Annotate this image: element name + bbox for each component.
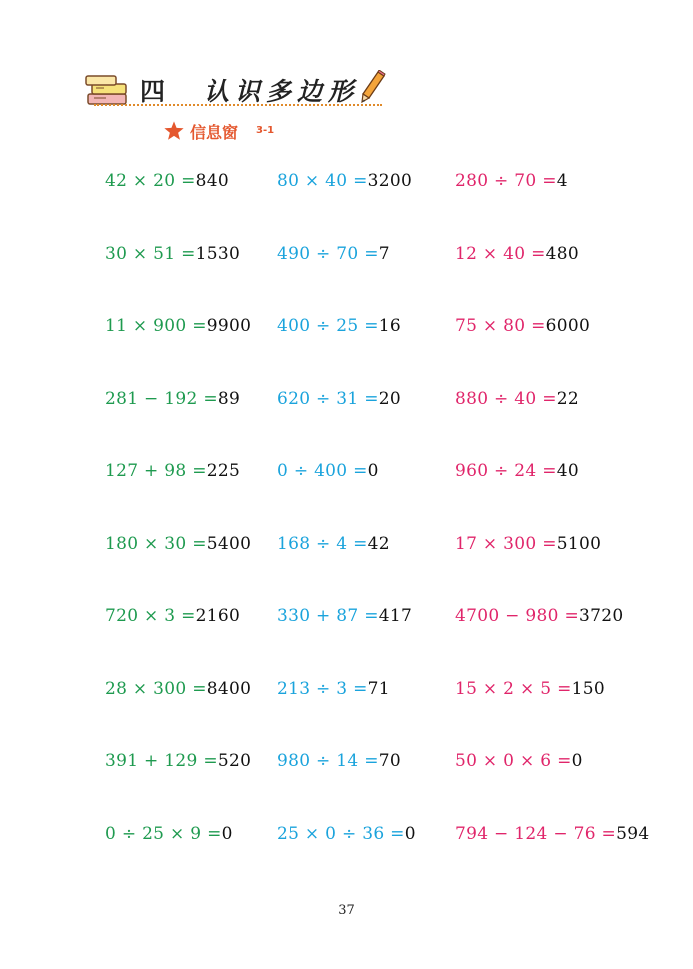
problem-expression: 794 − 124 − 76 = [455, 823, 617, 844]
math-problem [455, 244, 579, 264]
math-problem [277, 461, 379, 481]
star-icon [163, 120, 185, 142]
math-problem [105, 316, 251, 336]
problem-expression: 15 × 2 × 5 = [455, 678, 572, 699]
problem-row [0, 316, 693, 346]
chapter-header [0, 0, 693, 160]
math-problem [455, 171, 568, 191]
math-problem [105, 461, 240, 481]
problem-expression: 180 × 30 = [105, 533, 207, 554]
math-problem [277, 824, 416, 844]
problem-answer: 3720 [579, 606, 624, 626]
problem-expression: 213 ÷ 3 = [277, 678, 368, 699]
problem-expression: 280 ÷ 70 = [455, 171, 557, 191]
math-problem [455, 606, 623, 626]
problem-row [0, 461, 693, 491]
pencil-icon [360, 70, 386, 104]
math-problem [277, 244, 390, 264]
problem-answer: 5100 [556, 533, 602, 554]
math-problem [277, 316, 401, 336]
info-window-code: 3-1 [256, 125, 275, 136]
problem-answer: 150 [571, 678, 605, 699]
math-problem [105, 751, 251, 771]
problem-row [0, 751, 693, 781]
problem-row [0, 679, 693, 709]
problem-expression: 127 + 98 = [105, 461, 207, 481]
books-icon [84, 74, 130, 108]
problem-expression: 391 + 129 = [105, 751, 218, 771]
problem-expression: 960 ÷ 24 = [455, 461, 557, 481]
math-problem [455, 534, 601, 554]
problem-expression: 281 − 192 = [105, 388, 218, 409]
problem-answer: 20 [378, 388, 402, 409]
problem-answer: 9900 [206, 316, 252, 336]
math-problem [277, 389, 401, 409]
problem-answer: 3200 [367, 171, 413, 191]
problem-expression: 50 × 0 × 6 = [455, 751, 572, 771]
problem-row [0, 244, 693, 274]
math-problem [455, 316, 590, 336]
problem-expression: 75 × 80 = [455, 316, 546, 336]
math-problem [105, 824, 233, 844]
problem-expression: 0 ÷ 25 × 9 = [105, 823, 222, 844]
problem-expression: 980 ÷ 14 = [277, 751, 379, 771]
problem-answer: 6000 [545, 316, 591, 336]
problem-expression: 490 ÷ 70 = [277, 243, 379, 264]
problem-answer: 8400 [206, 678, 252, 699]
problem-answer: 16 [378, 316, 402, 336]
problem-answer: 40 [556, 461, 580, 481]
problem-answer: 417 [378, 606, 413, 626]
problem-expression: 28 × 300 = [105, 678, 207, 699]
problem-row [0, 606, 693, 636]
problem-expression: 12 × 40 = [455, 243, 546, 264]
problem-answer: 4 [556, 171, 568, 191]
problem-answer: 0 [221, 823, 233, 844]
math-problem [277, 751, 401, 771]
problem-row [0, 389, 693, 419]
math-problem [455, 824, 649, 844]
math-problem [105, 171, 229, 191]
chapter-number: 四 [140, 77, 167, 106]
math-problem [455, 461, 579, 481]
math-problem [277, 534, 390, 554]
problem-expression: 42 × 20 = [105, 171, 196, 191]
problem-answer: 0 [571, 751, 583, 771]
problem-answer: 594 [616, 823, 650, 844]
math-problem [455, 679, 605, 699]
problem-answer: 840 [195, 171, 230, 191]
problem-answer: 520 [217, 751, 252, 771]
problem-answer: 5400 [206, 533, 252, 554]
problem-expression: 400 ÷ 25 = [277, 316, 379, 336]
math-problem [105, 679, 251, 699]
problem-expression: 80 × 40 = [277, 171, 368, 191]
problem-answer: 225 [206, 461, 241, 481]
math-problem [277, 679, 390, 699]
problem-answer: 1530 [195, 243, 241, 264]
chapter-title: 认识多边形 [204, 77, 360, 106]
problem-answer: 71 [367, 678, 390, 699]
problem-expression: 17 × 300 = [455, 533, 557, 554]
problem-answer: 0 [367, 461, 379, 481]
problem-row [0, 824, 693, 854]
page-number: 37 [338, 903, 355, 918]
math-problem [455, 389, 579, 409]
problem-row [0, 171, 693, 201]
problem-answer: 2160 [195, 606, 241, 626]
math-problem [105, 534, 251, 554]
problem-answer: 0 [404, 823, 416, 844]
title-underline [94, 104, 382, 106]
problem-answer: 7 [378, 243, 390, 264]
math-problem [455, 751, 583, 771]
math-problem [105, 606, 240, 626]
problem-expression: 330 + 87 = [277, 606, 379, 626]
problem-expression: 30 × 51 = [105, 243, 196, 264]
problem-expression: 11 × 900 = [105, 316, 207, 336]
math-problem [105, 389, 240, 409]
problem-answer: 89 [217, 388, 241, 409]
problem-expression: 620 ÷ 31 = [277, 388, 379, 409]
problem-expression: 168 ÷ 4 = [277, 533, 368, 554]
problem-expression: 4700 − 980 = [455, 606, 580, 626]
problem-answer: 480 [545, 243, 580, 264]
problem-answer: 42 [367, 533, 390, 554]
problem-answer: 22 [556, 388, 580, 409]
math-problem [277, 606, 412, 626]
math-problem [105, 244, 240, 264]
problem-expression: 0 ÷ 400 = [277, 461, 368, 481]
info-window-label: 信息窗 [190, 123, 239, 142]
problem-expression: 25 × 0 ÷ 36 = [277, 823, 405, 844]
math-problem [277, 171, 412, 191]
problem-expression: 880 ÷ 40 = [455, 388, 557, 409]
problem-expression: 720 × 3 = [105, 606, 196, 626]
problem-row [0, 534, 693, 564]
problem-answer: 70 [378, 751, 402, 771]
